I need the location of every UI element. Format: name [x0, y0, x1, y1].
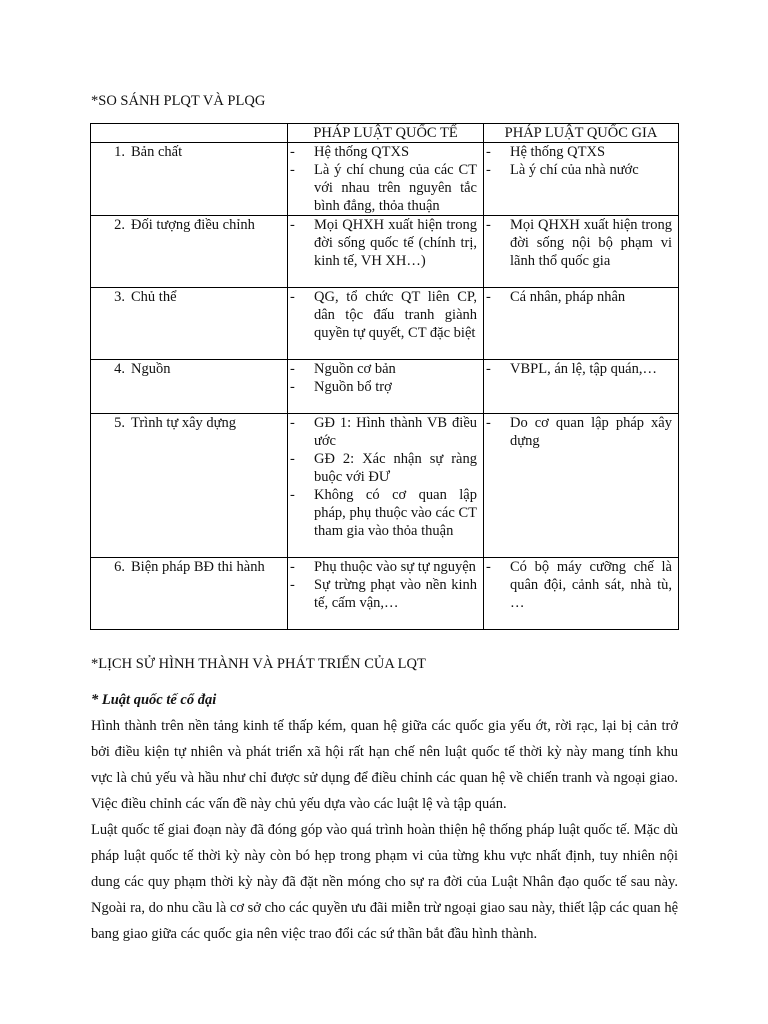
list-item-text: Phụ thuộc vào sự tự nguyện: [314, 559, 476, 575]
list-item: [288, 216, 483, 270]
list-item: [484, 414, 678, 450]
criterion-label: Đối tượng điều chỉnh: [131, 217, 255, 233]
table-row: [91, 414, 679, 558]
history-heading: *LỊCH SỬ HÌNH THÀNH VÀ PHÁT TRIỂN CỦA LQT: [91, 656, 426, 672]
list-item: [484, 161, 678, 179]
comparison-table: [90, 123, 679, 630]
header-national-law: PHÁP LUẬT QUỐC GIA: [484, 124, 679, 143]
dash-list: [288, 360, 483, 396]
table-row: [91, 360, 679, 414]
list-item-text: Có bộ máy cưỡng chế là quân đội, cảnh sát, nhà tù, …: [510, 559, 672, 611]
list-item: [484, 216, 678, 270]
list-item: [288, 378, 483, 396]
intl-law-cell: [288, 216, 484, 288]
national-law-cell: [484, 288, 679, 360]
list-item: [484, 558, 678, 612]
dash-bullet: -: [290, 361, 295, 377]
intl-law-cell: [288, 414, 484, 558]
list-item: [288, 558, 483, 576]
list-item-text: Hệ thống QTXS: [314, 144, 410, 160]
list-item: [288, 450, 483, 486]
paragraph: Hình thành trên nền tảng kinh tế thấp kém, quan hệ giữa các quốc gia yếu ớt, rời rạc, lại bị cản trở bởi điều kiện tự nhiên và phát triển xã hội rất hạn chế nên luật quốc tế thời kỳ này mang tính khu vực là chủ yếu và hầu như chỉ được sử dụng để điều chỉnh các quan hệ về chiến tranh và ngoại giao. Việc điều chỉnh các vấn đề này chủ yếu dựa vào các luật lệ và tập quán.: [91, 718, 678, 812]
dash-list: [288, 288, 483, 342]
list-item-text: Cá nhân, pháp nhân: [510, 289, 626, 305]
dash-bullet: -: [486, 162, 491, 178]
list-item: [288, 288, 483, 342]
row-number: 1.: [114, 144, 125, 160]
intl-law-cell: [288, 288, 484, 360]
table-row: [91, 558, 679, 630]
intl-law-cell: [288, 360, 484, 414]
list-item-text: Mọi QHXH xuất hiện trong đời sống nội bộ phạm vi lãnh thổ quốc gia: [510, 217, 672, 269]
comparison-heading: *SO SÁNH PLQT VÀ PLQG: [91, 93, 266, 109]
criterion-label: Chủ thể: [131, 289, 177, 305]
table-row: [91, 143, 679, 216]
list-item: [288, 414, 483, 450]
list-item-text: GĐ 2: Xác nhận sự ràng buộc với ĐƯ: [314, 451, 477, 485]
dash-bullet: -: [290, 162, 295, 178]
dash-list: [484, 414, 678, 450]
dash-list: [288, 143, 483, 215]
dash-list: [288, 558, 483, 612]
dash-bullet: -: [486, 415, 491, 431]
list-item-text: Mọi QHXH xuất hiện trong đời sống quốc tế (chính trị, kinh tế, VH XH…): [314, 217, 477, 269]
dash-bullet: -: [290, 577, 295, 593]
table-header-row: [91, 124, 679, 143]
list-item: [484, 360, 678, 378]
criterion-cell: [91, 216, 288, 288]
list-item-text: Nguồn cơ bản: [314, 361, 396, 377]
criterion-label: Trình tự xây dựng: [131, 415, 237, 431]
list-item: [288, 576, 483, 612]
list-item: [484, 288, 678, 306]
criterion-cell: [91, 558, 288, 630]
dash-bullet: -: [290, 379, 295, 395]
dash-bullet: -: [486, 289, 491, 305]
list-item-text: GĐ 1: Hình thành VB điều ước: [314, 415, 477, 449]
table-row: [91, 288, 679, 360]
ancient-law-subheading: * Luật quốc tế cổ đại: [91, 692, 217, 708]
national-law-cell: [484, 360, 679, 414]
list-item: [484, 143, 678, 161]
criterion-cell: [91, 414, 288, 558]
national-law-cell: [484, 558, 679, 630]
dash-bullet: -: [486, 559, 491, 575]
dash-list: [484, 216, 678, 270]
criterion-label: Biện pháp BĐ thi hành: [131, 559, 265, 575]
row-number: 4.: [114, 361, 125, 377]
list-item-text: VBPL, án lệ, tập quán,…: [510, 361, 657, 377]
list-item-text: Nguồn bổ trợ: [314, 379, 392, 395]
dash-bullet: -: [486, 361, 491, 377]
row-number: 5.: [114, 415, 125, 431]
dash-bullet: -: [290, 559, 295, 575]
dash-bullet: -: [486, 144, 491, 160]
dash-bullet: -: [290, 415, 295, 431]
dash-bullet: -: [486, 217, 491, 233]
dash-bullet: -: [290, 144, 295, 160]
dash-list: [288, 414, 483, 540]
row-number: 6.: [114, 559, 125, 575]
list-item: [288, 360, 483, 378]
dash-list: [484, 360, 678, 378]
header-cell-empty: [91, 124, 288, 143]
dash-bullet: -: [290, 217, 295, 233]
criterion-cell: [91, 288, 288, 360]
criterion-cell: [91, 360, 288, 414]
criterion-label: Bản chất: [131, 144, 183, 160]
list-item-text: Do cơ quan lập pháp xây dựng: [510, 415, 672, 449]
list-item: [288, 143, 483, 161]
intl-law-cell: [288, 143, 484, 216]
list-item-text: Hệ thống QTXS: [510, 144, 606, 160]
dash-list: [288, 216, 483, 270]
intl-law-cell: [288, 558, 484, 630]
dash-list: [484, 143, 678, 179]
criterion-label: Nguồn: [131, 361, 171, 377]
table-row: [91, 216, 679, 288]
national-law-cell: [484, 216, 679, 288]
row-number: 3.: [114, 289, 125, 305]
list-item-text: Sự trừng phạt vào nền kinh tế, cấm vận,…: [314, 577, 477, 611]
dash-bullet: -: [290, 451, 295, 467]
header-intl-law: PHÁP LUẬT QUỐC TẾ: [288, 124, 484, 143]
list-item: [288, 486, 483, 540]
list-item-text: QG, tổ chức QT liên CP, dân tộc đấu tranh giành quyền tự quyết, CT đặc biệt: [314, 289, 477, 341]
row-number: 2.: [114, 217, 125, 233]
list-item-text: Không có cơ quan lập pháp, phụ thuộc vào các CT tham gia vào thỏa thuận: [314, 487, 477, 539]
list-item-text: Là ý chí của nhà nước: [510, 162, 639, 178]
list-item: [288, 161, 483, 215]
dash-bullet: -: [290, 289, 295, 305]
national-law-cell: [484, 143, 679, 216]
dash-bullet: -: [290, 487, 295, 503]
paragraph: Luật quốc tế giai đoạn này đã đóng góp vào quá trình hoàn thiện hệ thống pháp luật quốc tế. Mặc dù pháp luật quốc tế thời kỳ này còn bó hẹp trong phạm vi của từng khu vực nhất định, tuy nhiên nội dung các quy phạm thời kỳ này đã đặt nền móng cho sự ra đời của Luật Nhân đạo quốc tế sau này. Ngoài ra, do nhu cầu là cơ sở cho các quyền ưu đãi miễn trừ ngoại giao sau này, thiết lập các quan hệ bang giao giữa các quốc gia nên việc trao đổi các sứ thần bắt đầu hình thành.: [91, 822, 678, 942]
criterion-cell: [91, 143, 288, 216]
dash-list: [484, 288, 678, 306]
list-item-text: Là ý chí chung của các CT với nhau trên nguyên tắc bình đẳng, thỏa thuận: [314, 162, 477, 214]
dash-list: [484, 558, 678, 612]
national-law-cell: [484, 414, 679, 558]
